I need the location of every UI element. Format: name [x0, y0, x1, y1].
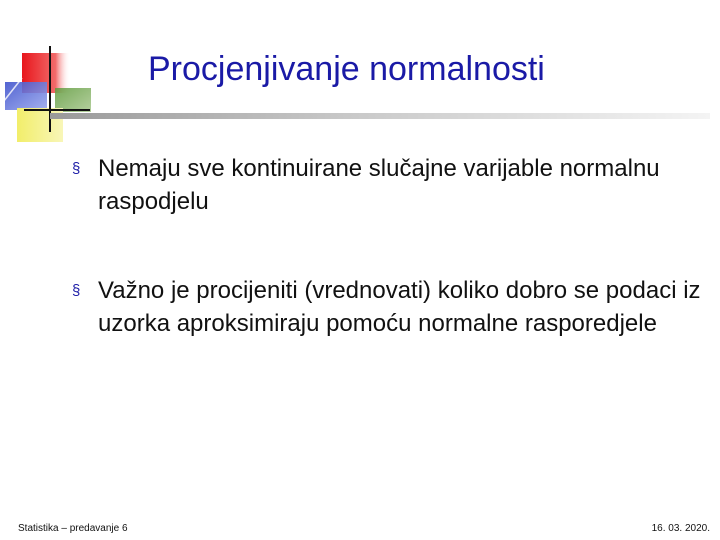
slide-title: Procjenjivanje normalnosti [148, 50, 545, 88]
decorative-logo-icon [0, 40, 110, 145]
title-divider [50, 113, 710, 119]
bullet-text: Nemaju sve kontinuirane slučajne varijable normalnu raspodjelu [98, 155, 660, 215]
bullet-marker-icon: § [72, 160, 81, 177]
bullet-text: Važno je procijeniti (vrednovati) koliko dobro se podaci iz uzorka aproksimiraju pomoću normalne rasporedjele [98, 277, 701, 337]
bullet-list [72, 152, 702, 340]
bullet-marker-icon: § [72, 282, 81, 299]
bullet-item [72, 274, 702, 340]
footer-course-label: Statistika – predavanje 6 [18, 523, 128, 534]
footer-date: 16. 03. 2020. [651, 523, 710, 534]
bullet-item [72, 152, 702, 218]
